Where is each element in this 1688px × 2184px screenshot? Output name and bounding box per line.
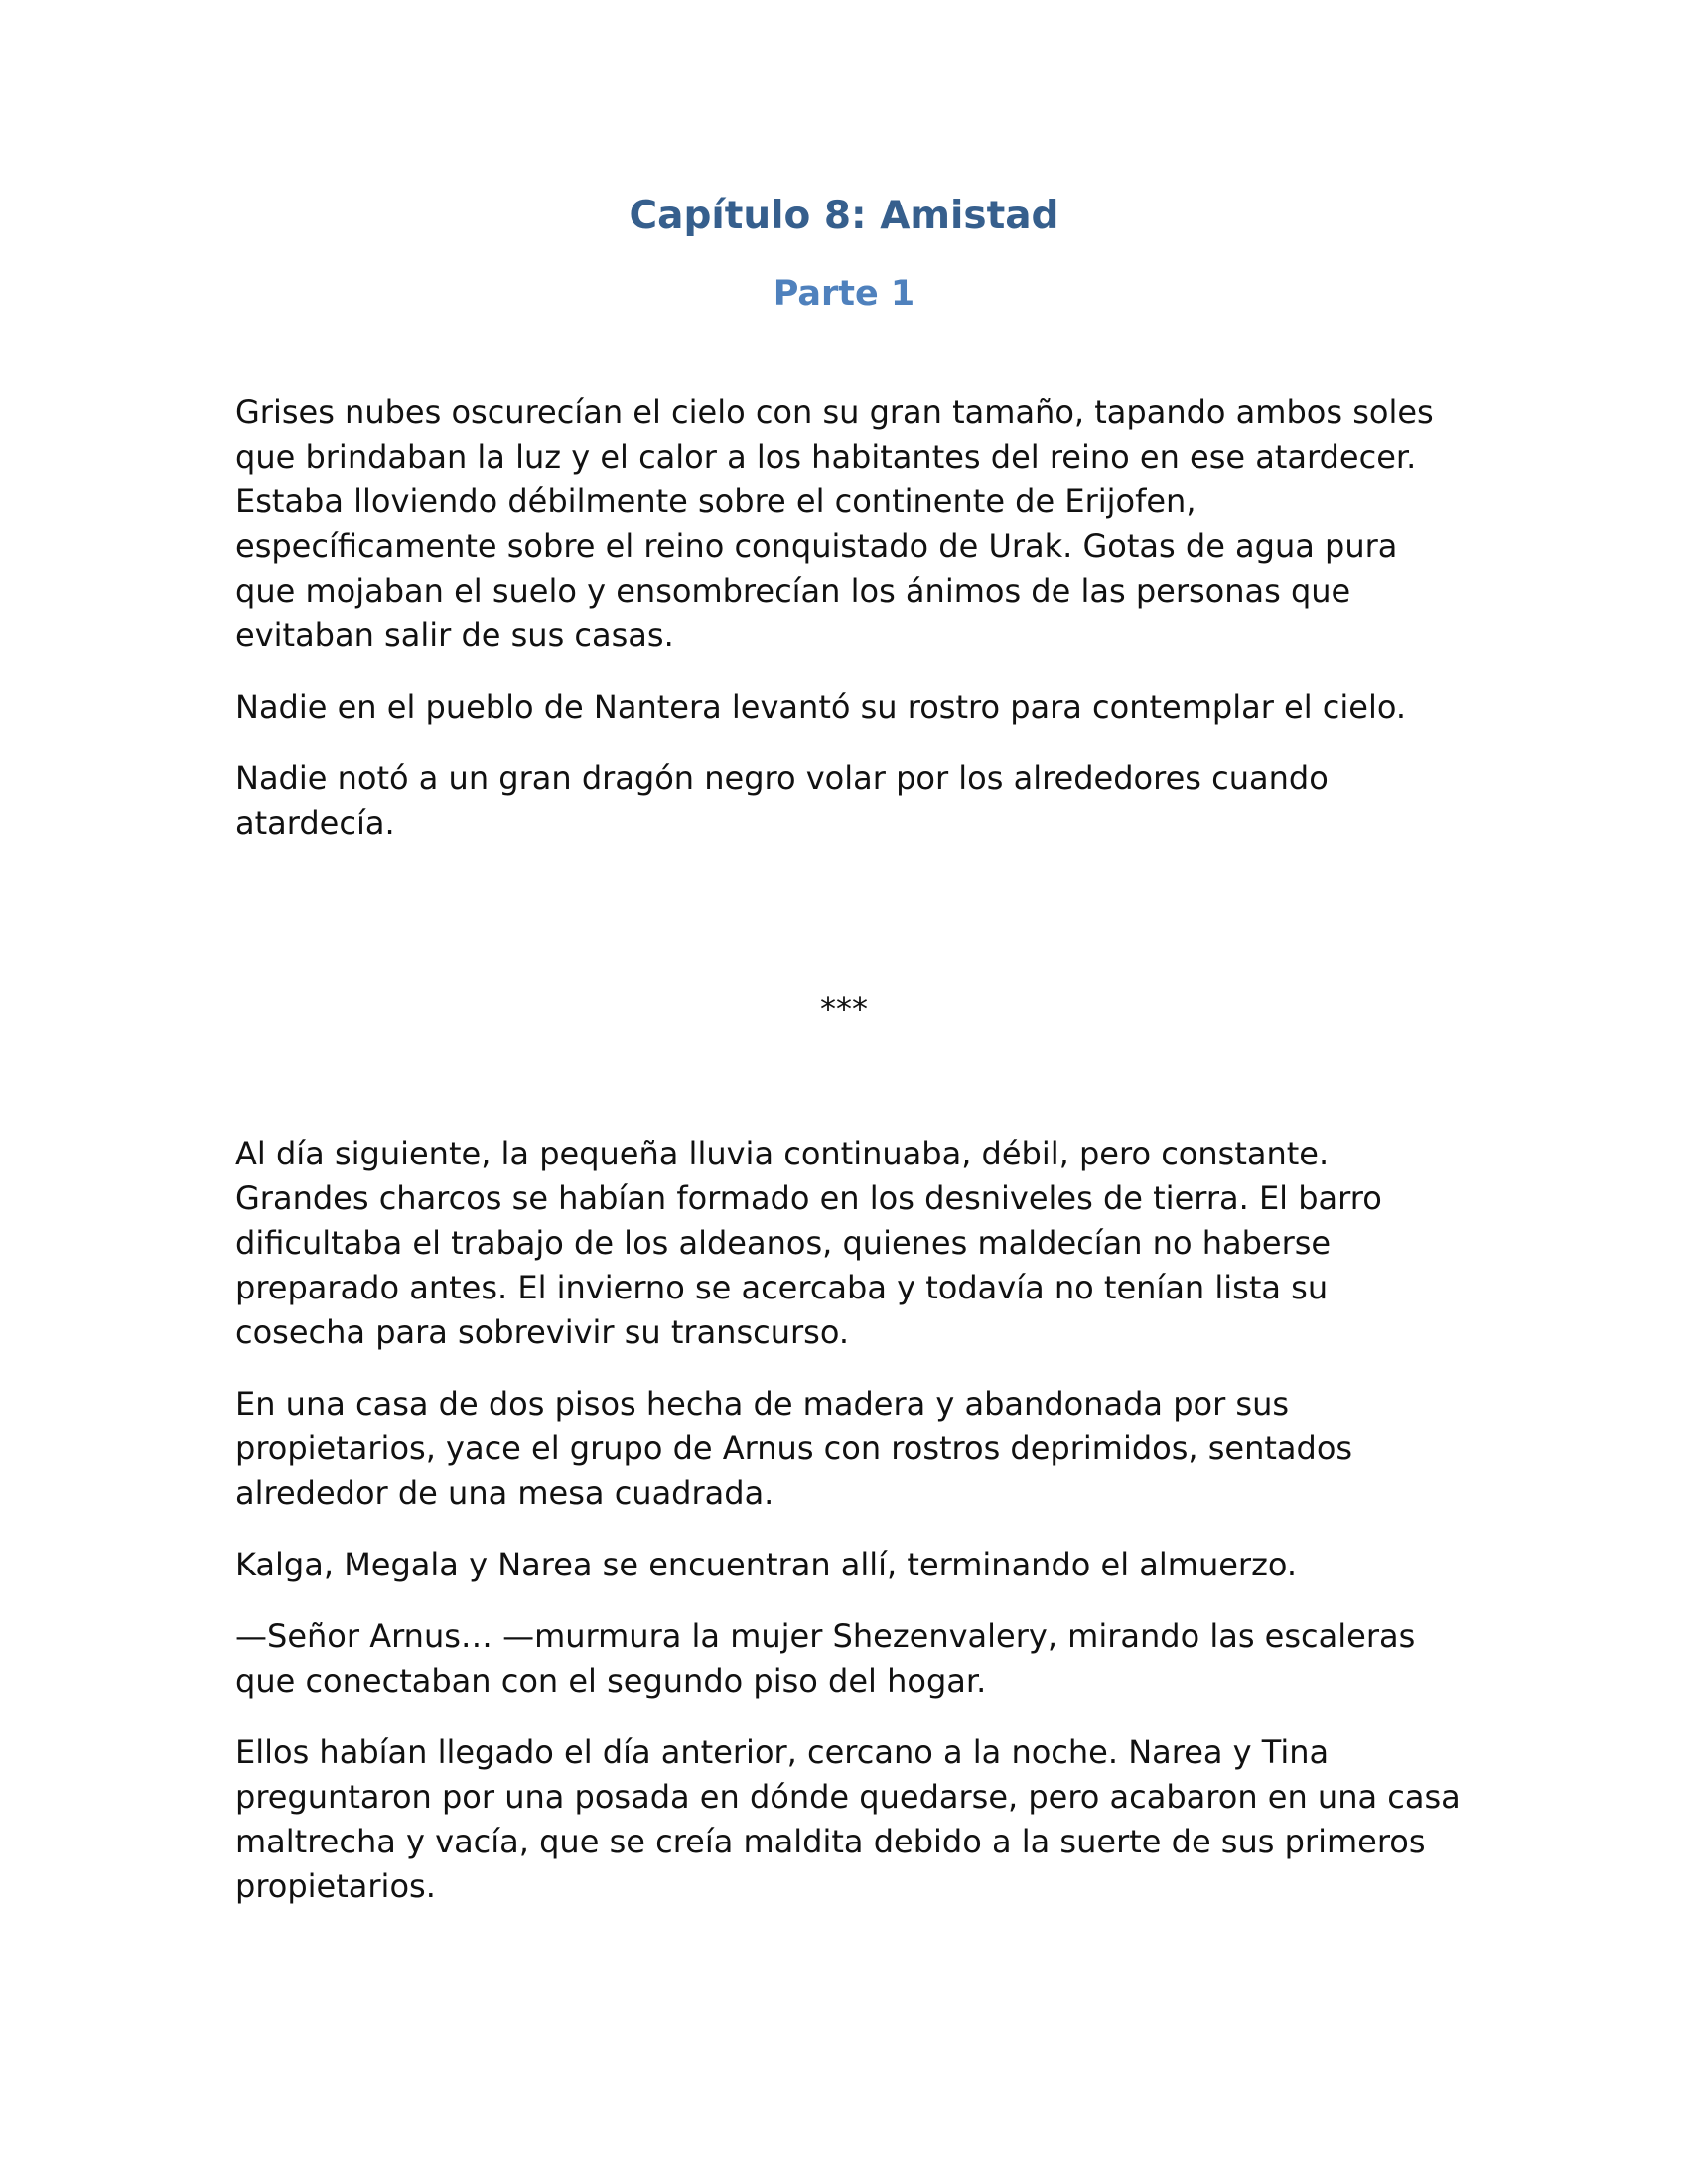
- paragraph: Ellos habían llegado el día anterior, cercano a la noche. Narea y Tina preguntaron por una posada en dónde quedarse, pero acabaron en una casa maltrecha y vacía, que se creía maldita debido a la suerte de sus primeros propietarios.: [235, 1733, 1461, 1905]
- paragraph: Kalga, Megala y Narea se encuentran allí, terminando el almuerzo.: [235, 1546, 1298, 1583]
- paragraph: Grises nubes oscurecían el cielo con su gran tamaño, tapando ambos soles que brindaban la luz y el calor a los habitantes del reino en ese atardecer. Estaba lloviendo débilmente sobre el continente de Erijofen, específicamente sobre el reino conquistado de Urak. Gotas de agua pura que mojaban el suelo y ensombrecían los ánimos de las personas que evitaban salir de sus casas.: [235, 393, 1434, 654]
- scene-break: ***: [820, 990, 868, 1027]
- part-title: Parte 1: [773, 274, 915, 314]
- paragraph: Al día siguiente, la pequeña lluvia continuaba, débil, pero constante. Grandes charcos se habían formado en los desniveles de tierra. El barro dificultaba el trabajo de los aldeanos, quienes maldecían no haberse preparado antes. El invierno se acercaba y todavía no tenían lista su cosecha para sobrevivir su transcurso.: [235, 1135, 1382, 1351]
- chapter-title: Capítulo 8: Amistad: [629, 194, 1059, 238]
- section-1: [235, 390, 1467, 873]
- section-2: [235, 1132, 1467, 1936]
- paragraph: —Señor Arnus… —murmura la mujer Shezenvalery, mirando las escaleras que conectaban con el segundo piso del hogar.: [235, 1617, 1416, 1700]
- paragraph: Nadie notó a un gran dragón negro volar por los alrededores cuando atardecía.: [235, 759, 1329, 842]
- paragraph: En una casa de dos pisos hecha de madera y abandonada por sus propietarios, yace el grupo de Arnus con rostros deprimidos, sentados alrededor de una mesa cuadrada.: [235, 1385, 1353, 1512]
- paragraph: Nadie en el pueblo de Nantera levantó su rostro para contemplar el cielo.: [235, 688, 1407, 726]
